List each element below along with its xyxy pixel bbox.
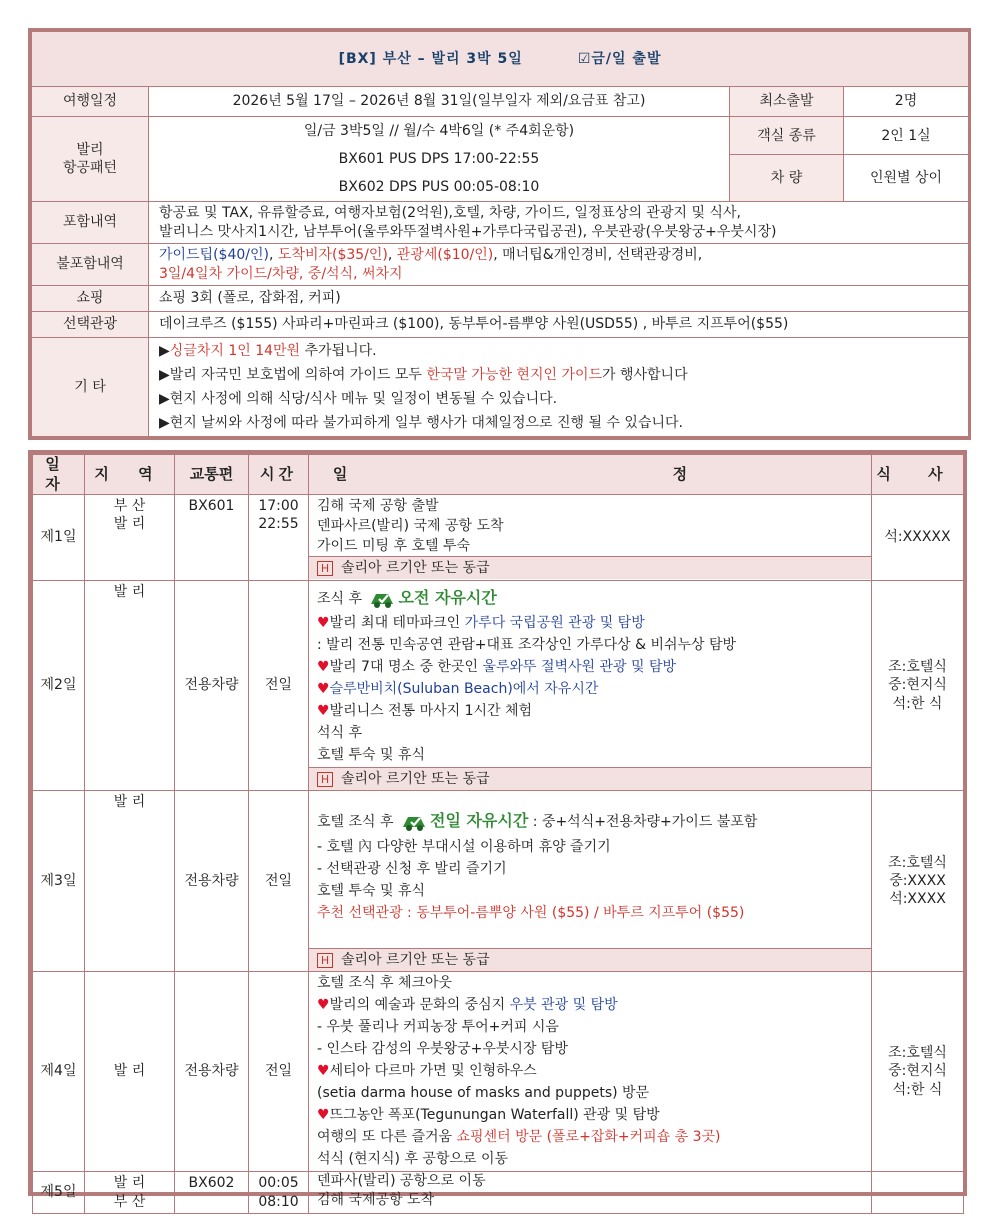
region: 발 리 <box>85 972 175 1172</box>
region <box>85 1172 175 1214</box>
vehicle-value: 인원별 상이 <box>844 155 969 202</box>
heart-icon: ♥ <box>317 997 330 1013</box>
day-label: 제2일 <box>33 581 85 791</box>
transport: BX602 <box>175 1172 249 1214</box>
itinerary-line: 호텔 투숙 및 휴식 <box>317 747 426 763</box>
schedule-label: 여행일정 <box>32 87 149 117</box>
shopping-highlight: 쇼핑센터 방문 (폴로+잡화+커피숍 총 3곳) <box>456 1129 721 1145</box>
car-free-time-icon <box>400 811 428 833</box>
excluded-line-2: 3일/4일차 가이드/차량, 중/석식, 써차지 <box>159 265 403 282</box>
itinerary-line <box>317 1060 863 1082</box>
etc-note <box>159 339 958 363</box>
line-text: 여행의 또 다른 즐거움 <box>317 1129 457 1145</box>
itinerary <box>309 581 872 791</box>
itinerary-line: 호텔 조식 후 체크아웃 <box>317 975 453 991</box>
recommended-tour: 추천 선택관광 : 동부투어-름뿌양 사원 ($55) / 바투르 지프투어 ($55) <box>317 905 745 921</box>
meal-line: 중:현지식 <box>888 1063 947 1080</box>
heart-icon: ♥ <box>317 1063 330 1079</box>
itinerary-line: 가이드 미팅 후 호텔 투숙 <box>317 538 471 554</box>
time-line: 17:00 <box>258 498 299 514</box>
time: 전일 <box>249 581 309 791</box>
hotel-name: 솔리아 르기안 또는 동급 <box>341 560 490 576</box>
itinerary-line <box>317 678 863 700</box>
day-row-5 <box>33 1172 964 1214</box>
bullet: ▶ <box>159 343 170 359</box>
transport: 전용차량 <box>175 972 249 1172</box>
tourism-tax: 관광세($10/인) <box>396 247 494 264</box>
free-time-label: 오전 자유시간 <box>398 588 497 607</box>
meal <box>872 1172 964 1214</box>
itinerary-line <box>317 807 863 836</box>
region-line: 부 산 <box>113 498 146 514</box>
etc-note: ▶현지 날씨와 사정에 따라 불가피하게 일부 행사가 대체일정으로 진행 될 수 있습니다. <box>159 415 683 431</box>
shopping-value: 쇼핑 3회 (폴로, 잡화점, 커피) <box>149 286 969 312</box>
itinerary-line: 호텔 투숙 및 휴식 <box>317 883 426 899</box>
line-text: : 중+석식+전용차량+가이드 불포함 <box>528 814 758 830</box>
day-row-2 <box>33 581 964 791</box>
etc-notes <box>149 338 969 437</box>
highlight-text: 슬루반비치(Suluban Beach)에서 자유시간 <box>329 681 599 697</box>
itinerary-line <box>317 994 863 1016</box>
meal <box>872 791 964 972</box>
flight-label-line: 항공패턴 <box>62 160 118 176</box>
col-day: 일자 <box>33 455 85 495</box>
min-departure-label: 최소출발 <box>730 87 844 117</box>
schedule-value: 2026년 5월 17일 – 2026년 8월 31일(일부일자 제외/요금표 참고) <box>149 87 730 117</box>
included-line: 발리니스 맛사지1시간, 남부투어(울루와뚜절벽사원+가루다국립공권), 우붓관광(우붓왕궁+우붓시장) <box>159 223 777 240</box>
transport: 전용차량 <box>175 581 249 791</box>
itinerary-line: 덴파사르(발리) 국제 공항 도착 <box>317 518 504 534</box>
note-text: 추가됩니다. <box>300 343 377 359</box>
etc-label: 기 타 <box>32 338 149 437</box>
col-transport: 교통편 <box>175 455 249 495</box>
line-text: 발리 7대 명소 중 한곳인 <box>329 659 483 675</box>
heart-icon: ♥ <box>317 615 330 631</box>
room-type-value: 2인 1실 <box>844 117 969 155</box>
meal-line: 석:한 식 <box>892 1081 943 1098</box>
itinerary-line <box>317 585 863 612</box>
line-text: 발리니스 전통 마사지 1시간 체험 <box>329 703 533 719</box>
day-row-4 <box>33 972 964 1172</box>
heart-icon: ♥ <box>317 659 330 675</box>
day-row-1 <box>33 495 964 581</box>
hotel-row <box>309 556 871 579</box>
flight-line: BX601 PUS DPS 17:00-22:55 <box>338 151 540 167</box>
heart-icon: ♥ <box>317 703 330 719</box>
flight-line: 일/금 3박5일 // 월/수 4박6일 (* 주4회운항) <box>303 123 575 139</box>
time-line: 00:05 <box>258 1174 299 1191</box>
separator: , <box>387 247 397 264</box>
heart-icon: ♥ <box>317 1107 330 1123</box>
meal-line: 조:호텔식 <box>888 1045 947 1062</box>
meal-line: 조:호텔식 <box>888 659 947 676</box>
transport: 전용차량 <box>175 791 249 972</box>
day-label: 제4일 <box>33 972 85 1172</box>
line-text: 발리 최대 테마파크인 <box>329 615 465 631</box>
itinerary-line <box>317 612 863 634</box>
included-value <box>149 202 969 244</box>
line-text: 조식 후 <box>317 591 367 607</box>
free-time-label: 전일 자유시간 <box>429 811 529 830</box>
meal-line: 석:한 식 <box>892 695 943 712</box>
flight-line: BX602 DPS PUS 00:05-08:10 <box>338 179 540 195</box>
korean-guide: 한국말 가능한 현지인 가이드 <box>426 367 603 383</box>
hotel-icon: H <box>317 561 333 576</box>
time: 전일 <box>249 791 309 972</box>
highlight-text: 가루다 국립공원 관광 및 탐방 <box>464 615 645 631</box>
itinerary-line: 덴파사(발리) 공항으로 이동 <box>317 1173 486 1189</box>
etc-note <box>159 363 958 387</box>
day-label: 제1일 <box>33 495 85 581</box>
itinerary-line: - 호텔 內 다양한 부대시설 이용하며 휴양 즐기기 <box>317 839 611 855</box>
visa-fee: 도착비자($35/인) <box>277 247 388 264</box>
hotel-name: 솔리아 르기안 또는 동급 <box>341 952 490 968</box>
line-text: 호텔 조식 후 <box>317 814 398 830</box>
itinerary-line <box>317 1126 863 1148</box>
flight-label <box>32 117 149 202</box>
transport: BX601 <box>175 495 249 581</box>
region-line: 발 리 <box>113 1174 146 1191</box>
meal-line: 중:현지식 <box>888 677 947 694</box>
departure-days: ☑금/일 출발 <box>577 50 662 67</box>
room-type-label: 객실 종류 <box>730 117 844 155</box>
itinerary-line <box>317 1104 863 1126</box>
time-line: 22:55 <box>258 516 299 533</box>
tour-title: [BX] 부산 – 발리 3박 5일 <box>338 50 523 67</box>
itinerary-line: : 발리 전통 민속공연 관람+대표 조각상인 가루다상 & 비쉬누상 탐방 <box>317 637 737 653</box>
excluded-value <box>149 244 969 286</box>
itinerary-line: 김해 국제공항 도착 <box>317 1192 435 1208</box>
day-row-3 <box>33 791 964 972</box>
min-departure-value: 2명 <box>844 87 969 117</box>
meal: 석:XXXXX <box>872 495 964 581</box>
itinerary-line: - 우붓 풀리나 커피농장 투어+커피 시음 <box>317 1019 559 1035</box>
itinerary <box>309 1172 872 1214</box>
meal-line: 중:XXXX <box>889 872 946 889</box>
flight-pattern <box>149 117 730 202</box>
time-line: 08:10 <box>258 1193 299 1210</box>
flight-label-line: 발리 <box>76 141 104 158</box>
region: 발 리 <box>85 791 175 972</box>
note-text: ▶발리 자국민 보호법에 의하여 가이드 모두 <box>159 367 427 383</box>
day-label: 제3일 <box>33 791 85 972</box>
time <box>249 495 309 581</box>
meal-line: 조:호텔식 <box>888 854 947 871</box>
optional-tour-label: 선택관광 <box>32 312 149 338</box>
car-free-time-icon <box>368 588 396 610</box>
hotel-icon: H <box>317 953 333 968</box>
line-text: 발리의 예술과 문화의 중심지 <box>329 997 510 1013</box>
itinerary <box>309 972 872 1172</box>
region-line: 부 산 <box>113 1193 146 1210</box>
col-time: 시간 <box>249 455 309 495</box>
single-charge: 싱글차지 1인 14만원 <box>169 343 301 359</box>
tour-info-table <box>28 28 971 440</box>
itinerary <box>309 495 872 581</box>
meal <box>872 581 964 791</box>
itinerary-line: - 선택관광 신청 후 발리 즐기기 <box>317 861 507 877</box>
optional-tour-value: 데이크루즈 ($155) 사파리+마린파크 ($100), 동부투어-름뿌양 사원(USD55) , 바투르 지프투어($55) <box>149 312 969 338</box>
heart-icon: ♥ <box>317 681 330 697</box>
hotel-row <box>309 767 871 790</box>
itinerary-line: 석식 후 <box>317 725 363 741</box>
col-meal: 식 사 <box>872 455 964 495</box>
hotel-name: 솔리아 르기안 또는 동급 <box>341 771 490 787</box>
line-text: 뜨그농안 폭포(Tegunungan Waterfall) 관광 및 탐방 <box>329 1107 660 1123</box>
itinerary-line <box>317 700 863 722</box>
included-label: 포함내역 <box>32 202 149 244</box>
itinerary-line: - 인스타 감성의 우붓왕궁+우붓시장 탐방 <box>317 1041 568 1057</box>
region: 발 리 <box>85 581 175 791</box>
excluded-label: 불포함내역 <box>32 244 149 286</box>
note-text: 가 행사합니다 <box>602 367 688 383</box>
itinerary-line: (setia darma house of masks and puppets) 방문 <box>317 1085 650 1101</box>
included-line: 항공료 및 TAX, 유류할증료, 여행자보험(2억원),호텔, 차량, 가이드, 일정표상의 관광지 및 식사, <box>159 205 741 222</box>
meal-line: 석:XXXX <box>889 891 946 908</box>
highlight-text: 울루와뚜 절벽사원 관광 및 탐방 <box>482 659 677 675</box>
guide-tip: 가이드팁($40/인) <box>159 247 269 264</box>
col-region: 지 역 <box>85 455 175 495</box>
page-title <box>32 32 969 87</box>
region <box>85 495 175 581</box>
time <box>249 1172 309 1214</box>
hotel-icon: H <box>317 772 333 787</box>
line-text: 세티아 다르마 가면 및 인형하우스 <box>329 1063 537 1079</box>
region-line: 발 리 <box>113 516 146 533</box>
itinerary-line: 김해 국제 공항 출발 <box>317 498 439 514</box>
etc-note: ▶현지 사정에 의해 식당/식사 메뉴 및 일정이 변동될 수 있습니다. <box>159 391 558 407</box>
meal <box>872 972 964 1172</box>
separator: , <box>268 247 278 264</box>
shopping-label: 쇼핑 <box>32 286 149 312</box>
hotel-row <box>309 948 871 971</box>
excluded-rest: , 매너팁&개인경비, 선택관광경비, <box>493 247 703 264</box>
col-itinerary: 일 정 <box>309 455 872 495</box>
day-label: 제5일 <box>33 1172 85 1214</box>
time: 전일 <box>249 972 309 1172</box>
highlight-text: 우붓 관광 및 탐방 <box>509 997 618 1013</box>
vehicle-label: 차 량 <box>730 155 844 202</box>
itinerary-line: 석식 (현지식) 후 공항으로 이동 <box>317 1151 509 1167</box>
itinerary <box>309 791 872 972</box>
itinerary-line <box>317 656 863 678</box>
schedule-table <box>28 450 967 1210</box>
